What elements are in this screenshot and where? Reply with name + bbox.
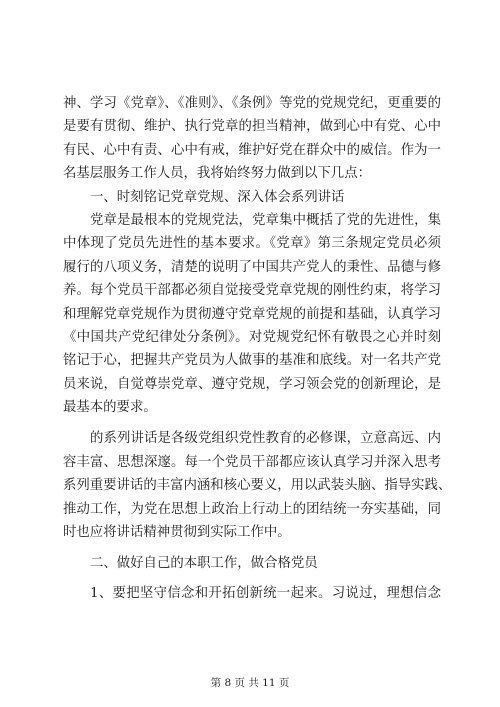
- paragraph-intro: [63, 92, 441, 186]
- text-line: 有民、心中有责、心中有戒，维护好党在群众中的威信。作为一: [63, 142, 441, 158]
- text-line: 《中国共产党纪律处分条例》。对党规党纪怀有敬畏之心并时刻: [63, 329, 441, 345]
- text-line: 履行的八项义务，清楚的说明了中国共产党人的秉性、品德与修: [63, 259, 441, 275]
- text-line: 名基层服务工作人员，我将始终努力做到以下几点：: [63, 166, 371, 182]
- text-line: 和理解党章党规作为贯彻遵守党章党规的前提和基础，认真学习: [63, 306, 441, 322]
- text-line: 1、要把坚守信念和开拓创新统一起来。习说过，理想信念: [90, 585, 441, 601]
- text-line: 最基本的要求。: [63, 400, 157, 416]
- section-heading-2: 二、做好自己的本职工作，做合格党员: [90, 556, 318, 572]
- text-line: 是要有贯彻、维护、执行党章的担当精神，做到心中有党、心中: [63, 119, 441, 135]
- text-line: 养。每个党员干部都必须自觉接受党章党规的刚性约束，将学习: [63, 283, 441, 299]
- paragraph-point-1: [63, 582, 441, 605]
- page-number-footer: 第 8 页 共 11 页: [210, 677, 290, 689]
- paragraph-party-constitution: [63, 209, 441, 420]
- text-line: 神、学习《党章》、《准则》、《条例》等党的党规党纪，更重要的: [63, 96, 441, 111]
- document-body: [63, 92, 452, 605]
- text-line: 推动工作，为党在思想上政治上行动上的团结统一夯实基础，同: [63, 501, 441, 517]
- text-line: 容丰富、思想深邃。每一个党员干部都应该认真学习并深入思考: [63, 454, 441, 470]
- text-line: 员来说，自觉尊崇党章、遵守党规，学习领会党的创新理论，是: [63, 376, 441, 392]
- text-line: 的系列讲话是各级党组织党性教育的必修课，立意高远、内: [90, 431, 441, 447]
- text-line: 时也应将讲话精神贯彻到实际工作中。: [63, 525, 291, 541]
- paragraph-speeches: [63, 427, 452, 544]
- section-heading-1: 一、时刻铭记党章党规、深入体会系列讲话: [90, 189, 345, 205]
- text-line: 中体现了党员先进性的基本要求。《党章》第三条规定党员必须: [63, 236, 441, 252]
- text-line: 党章是最根本的党规党法，党章集中概括了党的先进性，集: [90, 212, 441, 228]
- text-line: 铭记于心，把握共产党员为人做事的基准和底线。对一名共产党: [63, 353, 441, 369]
- text-line: 系列重要讲话的丰富内涵和核心要义，用以武装头脑、指导实践、: [63, 478, 452, 494]
